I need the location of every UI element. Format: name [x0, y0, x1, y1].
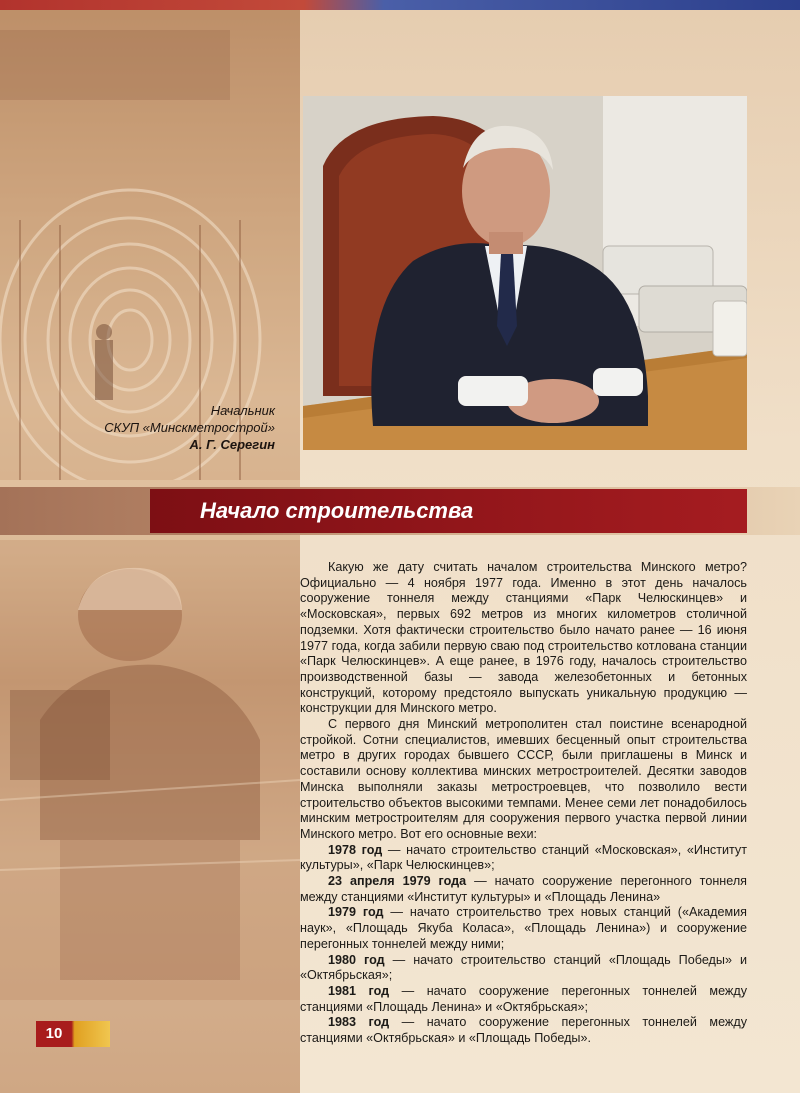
caption-name: А. Г. Серегин: [189, 437, 275, 452]
milestone-date: 23 апреля 1979 года: [328, 874, 467, 889]
milestone-text: — начато сооружение перегонных тоннелей между станциями «Октябрьская» и «Площадь Победы».: [300, 1015, 747, 1046]
milestone-text: — начато сооружение перегонных тоннелей между станциями «Площадь Ленина» и «Октябрьская»;: [300, 983, 747, 1014]
top-color-bar: [0, 0, 800, 10]
milestone-text: — начато строительство станций «Московская», «Институт культуры», «Парк Челюскинцев»;: [300, 842, 747, 873]
milestone-text: — начато сооружение перегонного тоннеля между станциями «Институт культуры» и «Площадь Ленина»: [300, 874, 747, 904]
milestone-date: 1978 год: [328, 842, 383, 857]
milestone-text: — начато строительство станций «Площадь Победы» и «Октябрьская»;: [300, 952, 747, 983]
caption-position: Начальник: [210, 403, 275, 418]
milestone-5: [300, 984, 747, 1015]
milestone-date: 1980 год: [328, 952, 385, 967]
paragraph-1: Какую же дату считать началом строительства Минского метро? Официально — 4 ноября 1977 года. Именно в этот день началось сооружение тоннеля между станциями «Парк Челюскинцев» и «Московская», первых 692 метров из многих километров столичной подземки. Хотя фактически строительство было начато ранее — 16 июня 1977 года, когда забили первую сваю под строительство котлована станции «Парк Челюскинцев». А еще ранее, в 1976 году, началось строительство производственной базы — завода железобетонных и бетонных конструкций, которому предстояло выпускать уникальную продукцию — конструкции для Минского метро.: [300, 560, 747, 716]
milestone-1: [300, 843, 747, 874]
director-portrait-photo: [303, 96, 747, 450]
section-title: Начало строительства: [200, 498, 474, 523]
milestone-4: [300, 953, 747, 984]
paragraph-2: С первого дня Минский метрополитен стал поистине всенародной стройкой. Сотни специалистов, имевших бесценный опыт строительства метро в других городах бывшего СССР, были приглашены в Минск и составили основу коллектива минских метростроителей. Десятки заводов Минска выполняли заказы метростроевцев, что позволило вести строительство объектов высокими темпами. Менее семи лет понадобилось минским метростроителям для сооружения первого участка первой линии Минского метро. Вот его основные вехи:: [300, 717, 747, 841]
milestone-date: 1981 год: [328, 983, 390, 998]
milestone-6: [300, 1015, 747, 1046]
milestone-2: [300, 874, 747, 905]
page-number: 10: [45, 1025, 63, 1042]
worker-photo: [0, 540, 300, 1000]
page-number-badge: [36, 1021, 110, 1047]
section-heading: [150, 489, 747, 533]
article-body: [300, 560, 747, 1047]
caption-organization: СКУП «Минскметрострой»: [104, 420, 275, 435]
milestone-date: 1979 год: [328, 905, 384, 920]
milestone-text: — начато строительство трех новых станций («Академия наук», «Площадь Якуба Коласа», «Площадь Ленина») и сооружение перегонных тоннелей между ними;: [300, 905, 747, 951]
milestone-date: 1983 год: [328, 1015, 390, 1030]
photo-caption: [60, 402, 275, 453]
milestone-3: [300, 905, 747, 952]
